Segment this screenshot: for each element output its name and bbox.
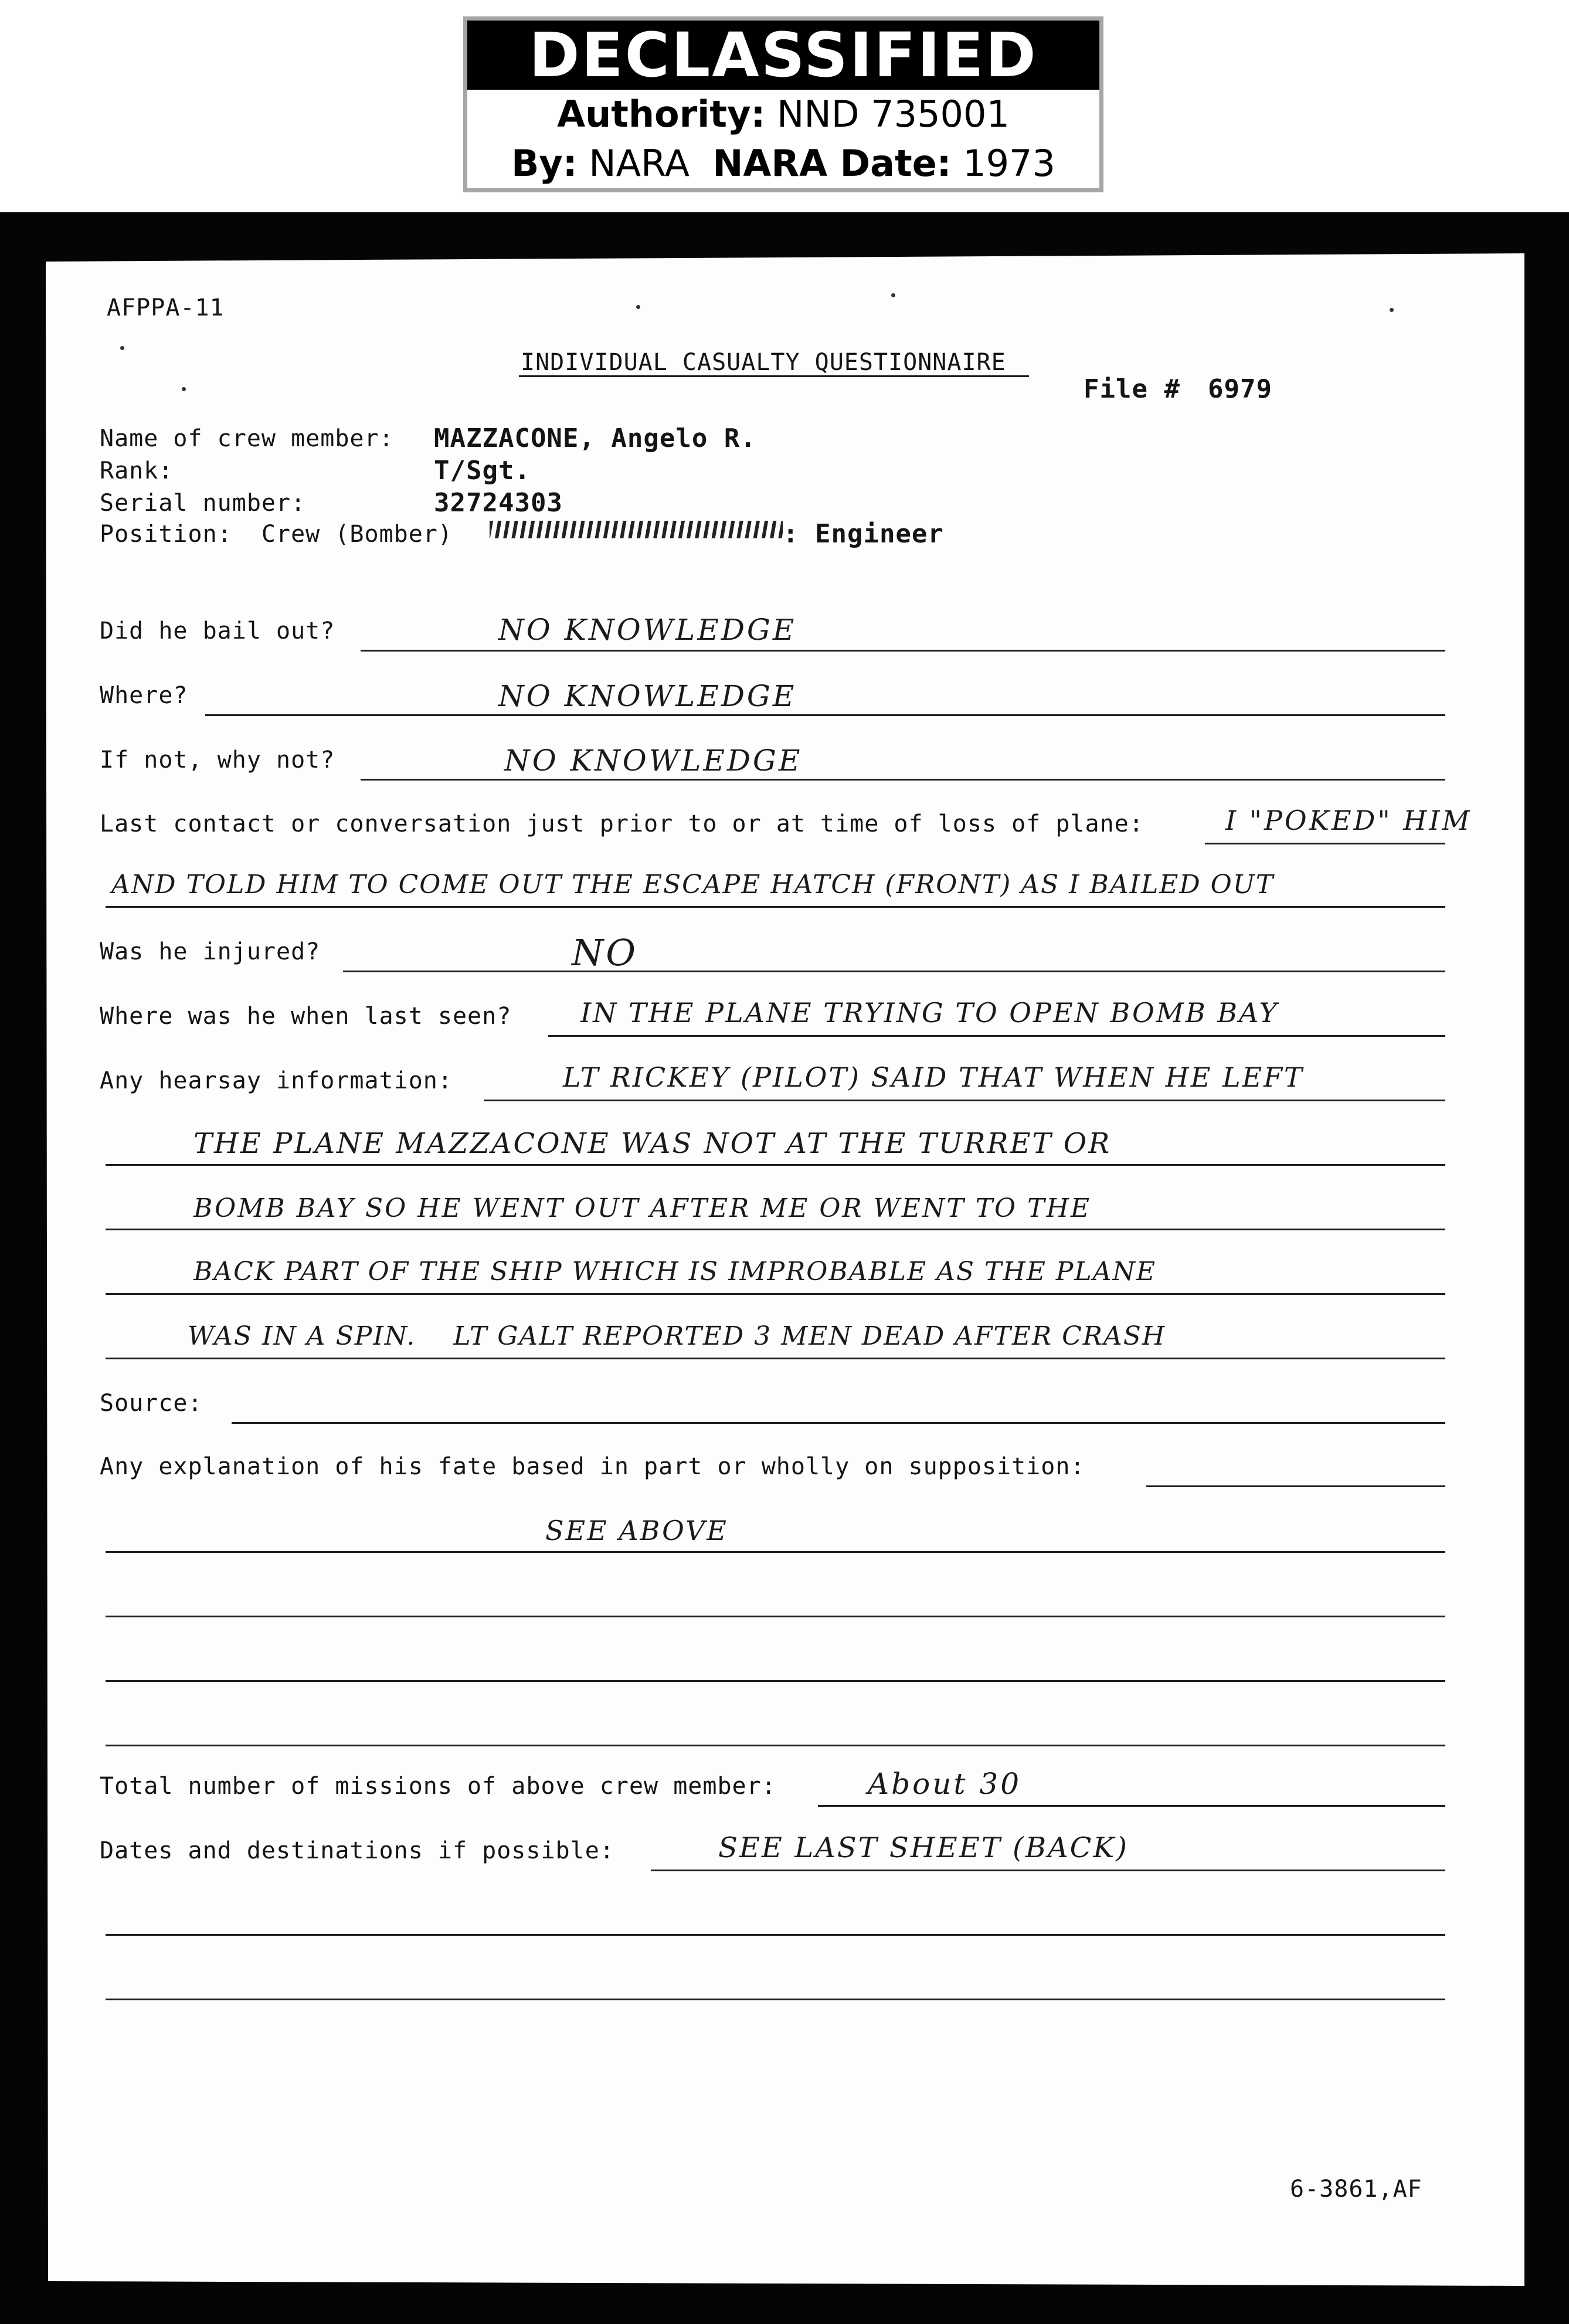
- stamp-by-line: [467, 139, 1099, 188]
- form-id: AFPPA-11: [107, 294, 225, 321]
- last-contact-label: Last contact or conversation just prior to or at time of loss of plane:: [100, 810, 1144, 837]
- name-label: Name of crew member:: [100, 425, 394, 452]
- answer-line: [818, 1805, 1445, 1807]
- answer-line: [343, 971, 1445, 972]
- stamp-authority-value: NND 735001: [777, 93, 1010, 135]
- hearsay-answer-2: THE PLANE MAZZACONE WAS NOT AT THE TURRET OR: [193, 1127, 1112, 1160]
- hearsay-answer-5: WAS IN A SPIN. LT GALT REPORTED 3 MEN DEAD AFTER CRASH: [188, 1321, 1166, 1351]
- last-contact-answer-1: I "POKED" HIM: [1225, 805, 1472, 836]
- answer-line: [1146, 1485, 1445, 1487]
- answer-line: [106, 1293, 1445, 1295]
- declassified-stamp: [463, 16, 1103, 192]
- dust-speck: [636, 305, 640, 309]
- dates-answer: SEE LAST SHEET (BACK): [718, 1831, 1129, 1864]
- answer-line: [651, 1870, 1445, 1871]
- answer-line: [205, 714, 1445, 716]
- missions-label: Total number of missions of above crew member:: [100, 1773, 776, 1800]
- title-underline: [519, 375, 1029, 377]
- stamp-nara-date-value: 1973: [963, 142, 1055, 185]
- dust-speck: [182, 387, 186, 391]
- why-not-label: If not, why not?: [100, 747, 335, 773]
- position-value: : Engineer: [783, 519, 944, 549]
- dates-label: Dates and destinations if possible:: [100, 1837, 614, 1864]
- injured-label: Was he injured?: [100, 938, 321, 965]
- answer-line: [361, 779, 1445, 781]
- form-title: INDIVIDUAL CASUALTY QUESTIONNAIRE: [521, 349, 1006, 376]
- explanation-label: Any explanation of his fate based in part or wholly on supposition:: [100, 1453, 1085, 1480]
- rank-label: Rank:: [100, 457, 174, 484]
- bail-out-label: Did he bail out?: [100, 618, 335, 644]
- answer-line: [548, 1035, 1445, 1037]
- serial-value: 32724303: [434, 488, 563, 518]
- missions-answer: About 30: [868, 1767, 1022, 1801]
- explanation-answer: SEE ABOVE: [545, 1515, 728, 1546]
- stamp-title: DECLASSIFIED: [467, 21, 1099, 90]
- stamp-by-label: By:: [511, 142, 578, 185]
- answer-line: [484, 1100, 1445, 1101]
- serial-label: Serial number:: [100, 490, 306, 517]
- answer-line: [1205, 843, 1445, 844]
- dust-speck: [891, 293, 895, 297]
- hearsay-answer-1: LT RICKEY (PILOT) SAID THAT WHEN HE LEFT: [563, 1061, 1304, 1093]
- hearsay-label: Any hearsay information:: [100, 1067, 453, 1094]
- last-contact-answer-2: AND TOLD HIM TO COME OUT THE ESCAPE HATCH (FRONT) AS I BAILED OUT: [111, 870, 1275, 900]
- answer-line: [106, 906, 1445, 908]
- answer-line: [106, 1680, 1445, 1682]
- stamp-by-value: NARA: [589, 142, 690, 185]
- stamp-authority-label: Authority:: [557, 93, 766, 135]
- where-label: Where?: [100, 682, 188, 709]
- struck-out-text: [490, 521, 783, 538]
- hearsay-answer-3: BOMB BAY SO HE WENT OUT AFTER ME OR WENT TO THE: [193, 1193, 1091, 1223]
- last-seen-answer: IN THE PLANE TRYING TO OPEN BOMB BAY: [580, 997, 1279, 1029]
- answer-line: [106, 1934, 1445, 1936]
- position-label: Position: Crew (Bomber): [100, 521, 453, 548]
- hearsay-answer-4: BACK PART OF THE SHIP WHICH IS IMPROBABLE AS THE PLANE: [193, 1257, 1157, 1287]
- stamp-authority-line: [467, 90, 1099, 139]
- file-label: File #: [1084, 374, 1180, 404]
- why-not-answer: NO KNOWLEDGE: [504, 744, 803, 778]
- answer-line: [106, 1999, 1445, 2000]
- answer-line: [106, 1358, 1445, 1359]
- rank-value: T/Sgt.: [434, 456, 531, 486]
- where-answer: NO KNOWLEDGE: [498, 679, 797, 713]
- injured-answer: NO: [572, 931, 639, 974]
- answer-line: [232, 1422, 1445, 1424]
- stamp-nara-date-label: NARA Date:: [712, 142, 952, 185]
- answer-line: [106, 1551, 1445, 1553]
- answer-line: [361, 650, 1445, 652]
- name-value: MAZZACONE, Angelo R.: [434, 423, 756, 453]
- answer-line: [106, 1616, 1445, 1617]
- answer-line: [106, 1229, 1445, 1230]
- bail-out-answer: NO KNOWLEDGE: [498, 613, 797, 647]
- file-number: 6979: [1208, 374, 1272, 404]
- last-seen-label: Where was he when last seen?: [100, 1003, 512, 1030]
- dust-speck: [1390, 308, 1394, 312]
- answer-line: [106, 1164, 1445, 1166]
- answer-line: [106, 1745, 1445, 1746]
- dust-speck: [120, 346, 124, 350]
- source-label: Source:: [100, 1390, 203, 1417]
- form-footer-code: 6-3861,AF: [1290, 2176, 1422, 2203]
